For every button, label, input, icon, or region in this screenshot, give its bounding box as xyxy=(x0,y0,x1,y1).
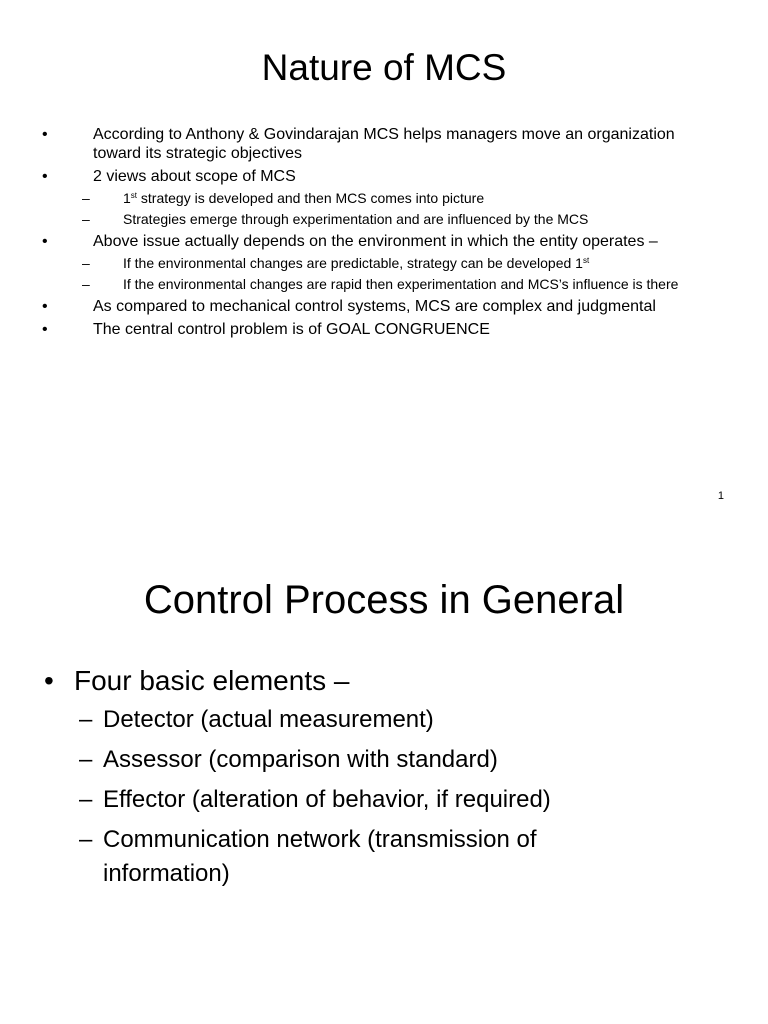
slide-2-title: Control Process in General xyxy=(143,578,625,622)
bullet-item xyxy=(0,232,768,251)
dash-marker: – xyxy=(79,746,93,773)
dash-marker: – xyxy=(79,786,93,813)
bullet-text: The central control problem is of GOAL CONGRUENCE xyxy=(93,321,490,338)
sub-bullet-text: Strategies emerge through experimentation and are influenced by the MCS xyxy=(123,211,589,227)
sub-bullet-item xyxy=(0,190,768,207)
dash-marker: – xyxy=(79,826,93,853)
sub-bullet-text: 1st strategy is developed and then MCS comes into picture xyxy=(123,190,485,206)
sub-bullet-item xyxy=(0,703,768,737)
slide-1-bullet-list xyxy=(0,125,768,343)
slide-2 xyxy=(0,512,768,1024)
bullet-item xyxy=(0,297,768,316)
bullet-text: 2 views about scope of MCS xyxy=(93,168,296,185)
bullet-text: According to Anthony & Govindarajan MCS helps managers move an organization toward its strategic objectives xyxy=(93,126,675,162)
page-number: 1 xyxy=(717,490,724,502)
bullet-item xyxy=(0,320,768,339)
bullet-item xyxy=(0,125,768,163)
sub-bullet-item xyxy=(0,743,768,777)
sub-bullet-text: If the environmental changes are predictable, strategy can be developed 1st xyxy=(123,255,590,271)
bullet-marker: • xyxy=(42,126,48,143)
sub-bullet-item xyxy=(0,783,768,817)
sub-bullet-text: Effector (alteration of behavior, if required) xyxy=(103,786,551,813)
sub-bullet-text: Assessor (comparison with standard) xyxy=(103,746,498,773)
sub-bullet-text: If the environmental changes are rapid then experimentation and MCS’s influence is there xyxy=(123,276,679,292)
sub-bullet-item xyxy=(0,255,768,272)
dash-marker: – xyxy=(82,190,90,206)
bullet-text: Four basic elements – xyxy=(74,665,350,696)
bullet-marker: • xyxy=(44,665,54,696)
slide-2-bullet-list xyxy=(0,662,768,897)
dash-marker: – xyxy=(82,255,90,271)
sub-bullet-item xyxy=(0,823,768,891)
bullet-item xyxy=(0,167,768,186)
bullet-marker: • xyxy=(42,298,48,315)
sub-bullet-text: Communication network (transmission of information) xyxy=(103,826,537,887)
bullet-text: Above issue actually depends on the environment in which the entity operates – xyxy=(93,233,658,250)
sub-bullet-item xyxy=(0,276,768,293)
bullet-marker: • xyxy=(42,233,48,250)
bullet-marker: • xyxy=(42,168,48,185)
dash-marker: – xyxy=(82,276,90,292)
slide-1-title: Nature of MCS xyxy=(261,47,507,88)
dash-marker: – xyxy=(82,211,90,227)
bullet-text: As compared to mechanical control systems, MCS are complex and judgmental xyxy=(93,298,656,315)
sub-bullet-text: Detector (actual measurement) xyxy=(103,706,434,733)
bullet-item xyxy=(0,662,768,700)
sub-bullet-item xyxy=(0,211,768,228)
dash-marker: – xyxy=(79,706,93,733)
bullet-marker: • xyxy=(42,321,48,338)
